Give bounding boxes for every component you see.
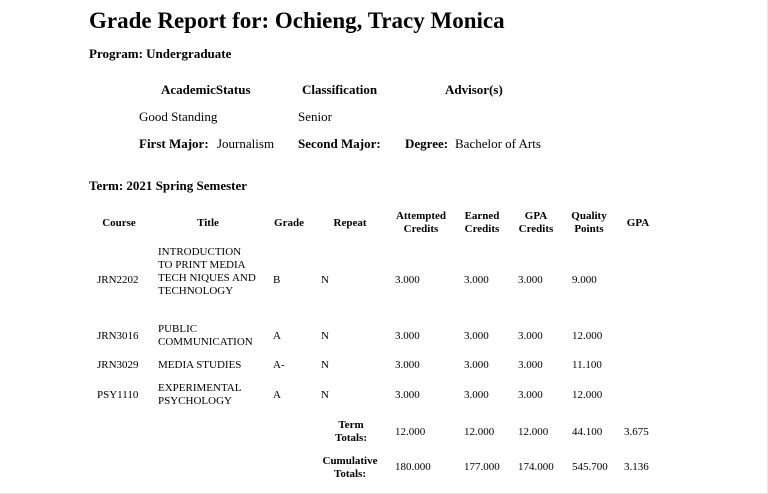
first-major-value: Journalism	[217, 136, 275, 151]
degree-value: Bachelor of Arts	[455, 136, 541, 151]
table-row-grade: A	[273, 389, 281, 401]
program-label: Program: Undergraduate	[89, 46, 232, 61]
table-row-course: JRN3029	[97, 359, 139, 371]
table-row-title: INTRODUCTION TO PRINT MEDIA TECH NIQUES AND TECHNOLOGY	[158, 246, 256, 297]
second-major-label: Second Major:	[298, 136, 381, 151]
table-row-gpa-credits: 3.000	[518, 389, 543, 401]
table-row-earned: 3.000	[464, 330, 489, 342]
table-row-quality-points: 12.000	[572, 389, 603, 401]
cumulative-totals-gpa-credits: 174.000	[518, 461, 554, 473]
table-row-repeat: N	[321, 274, 329, 286]
header-quality-points: Quality Points	[571, 210, 607, 235]
table-row-earned: 3.000	[464, 359, 489, 371]
table-row-gpa-credits: 3.000	[518, 359, 543, 371]
table-row-quality-points: 12.000	[572, 330, 603, 342]
table-row-attempted: 3.000	[395, 359, 420, 371]
page-title: Grade Report for: Ochieng, Tracy Monica	[89, 8, 505, 33]
table-row-quality-points: 9.000	[572, 274, 597, 286]
table-row-title: MEDIA STUDIES	[158, 359, 242, 371]
first-major-label: First Major:	[139, 136, 209, 151]
header-gpa: GPA	[626, 217, 650, 229]
header-grade: Grade	[274, 217, 304, 229]
degree-label: Degree:	[405, 136, 449, 151]
header-attempted-credits: Attempted Credits	[395, 210, 447, 235]
table-row-attempted: 3.000	[395, 274, 420, 286]
term-totals-earned: 12.000	[464, 426, 495, 438]
cumulative-totals-gpa: 3.136	[624, 461, 649, 473]
table-row-title: EXPERIMENTAL PSYCHOLOGY	[158, 382, 242, 407]
term-totals-quality-points: 44.100	[572, 426, 603, 438]
table-row-course: PSY1110	[97, 389, 139, 401]
cumulative-totals-earned: 177.000	[464, 461, 500, 473]
table-row-repeat: N	[321, 389, 329, 401]
classification-value: Senior	[298, 109, 332, 124]
academic-status-label: AcademicStatus	[161, 82, 251, 97]
table-row-course: JRN2202	[97, 274, 139, 286]
header-repeat: Repeat	[333, 217, 367, 229]
term-totals-label: Term Totals:	[335, 419, 367, 444]
table-row-attempted: 3.000	[395, 389, 420, 401]
table-row-gpa-credits: 3.000	[518, 274, 543, 286]
table-row-repeat: N	[321, 359, 329, 371]
term-heading: Term: 2021 Spring Semester	[89, 178, 248, 193]
table-row-gpa-credits: 3.000	[518, 330, 543, 342]
table-row-grade: B	[273, 274, 281, 286]
term-totals-attempted: 12.000	[395, 426, 426, 438]
academic-status-value: Good Standing	[139, 109, 218, 124]
header-gpa-credits: GPA Credits	[518, 210, 554, 235]
table-row-earned: 3.000	[464, 389, 489, 401]
cumulative-totals-attempted: 180.000	[395, 461, 431, 473]
table-row-quality-points: 11.100	[572, 359, 602, 371]
table-row-course: JRN3016	[97, 330, 139, 342]
advisors-label: Advisor(s)	[445, 82, 503, 97]
table-row-title: PUBLIC COMMUNICATION	[158, 323, 253, 348]
classification-label: Classification	[302, 82, 378, 97]
table-row-earned: 3.000	[464, 274, 489, 286]
header-earned-credits: Earned Credits	[464, 210, 500, 235]
cumulative-totals-quality-points: 545.700	[572, 461, 608, 473]
header-course: Course	[102, 217, 136, 229]
table-row-grade: A-	[273, 359, 285, 371]
table-row-grade: A	[273, 330, 281, 342]
cumulative-totals-label: Cumulative Totals:	[322, 455, 378, 480]
term-totals-gpa: 3.675	[624, 426, 649, 438]
header-title: Title	[197, 217, 219, 229]
table-row-attempted: 3.000	[395, 330, 420, 342]
table-row-repeat: N	[321, 330, 329, 342]
term-totals-gpa-credits: 12.000	[518, 426, 549, 438]
